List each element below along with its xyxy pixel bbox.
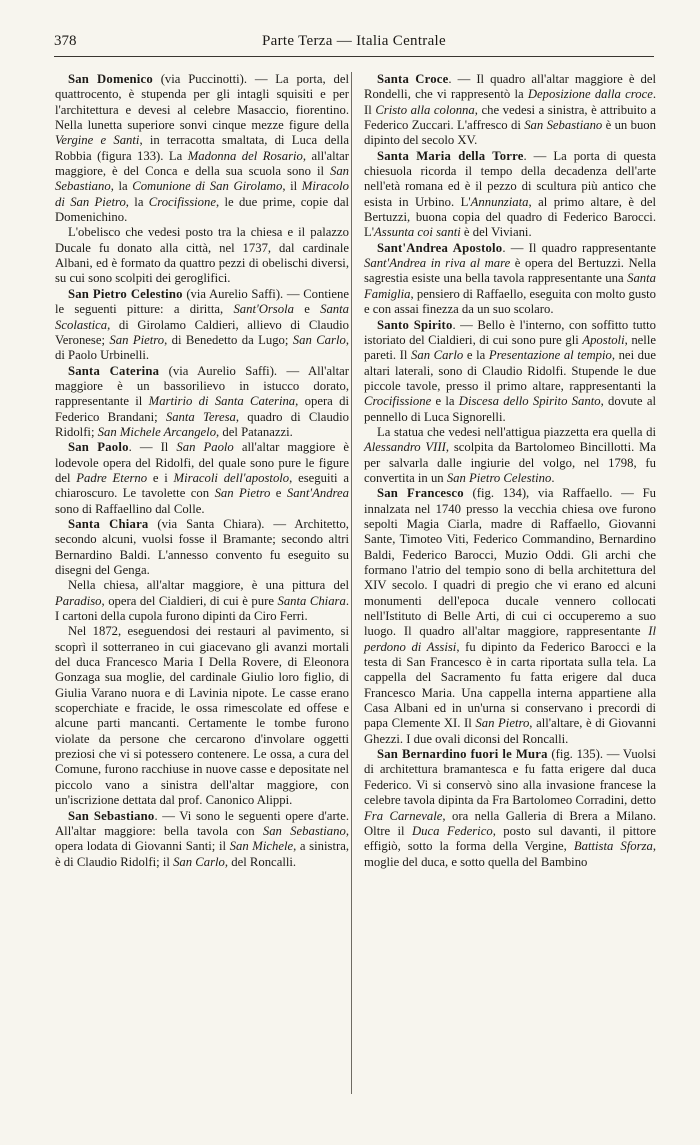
paragraph (55, 72, 349, 225)
artwork-title: Comunione di San Girolamo (132, 179, 283, 194)
text-run: , il (282, 179, 302, 194)
entry-heading: Santa Chiara (68, 516, 149, 531)
artwork-title: Miracolo di San Pietro (55, 179, 349, 209)
paragraph (55, 364, 349, 441)
artwork-title: Sant'Andrea in riva al mare (364, 256, 511, 271)
artwork-title: Cristo alla colonna (375, 102, 475, 117)
text-run: , ora nella Galleria di Brera a Milano. Oltre il (364, 808, 656, 838)
text-run: , in terracotta smaltata, di Luca della Robbia (figura 133). La (55, 133, 350, 163)
text-run: . — Vi sono le seguenti opere d'arte. All'altar maggiore: bella tavola con (55, 808, 349, 838)
paragraph (364, 241, 656, 318)
text-run: è un buon dipinto del secolo XV. (364, 118, 656, 148)
artwork-title: Alessandro VIII (364, 440, 446, 455)
paragraph (364, 486, 656, 747)
text-run: , a sinistra, è di Claudio Ridolfi; il (55, 839, 349, 869)
text-run: . — Il quadro rappresentante (502, 240, 656, 255)
artwork-title: Santa Scolastica (55, 302, 350, 332)
text-run: . — La porta di questa chiesuola ricorda il tempo della decadenza dell'arte nell'età romana ed è il pezzo di scultura più antico che esista in Urbino. L' (364, 148, 656, 209)
artwork-title: Sant'Andrea (286, 486, 349, 501)
artwork-title: Presentazione al tempio (488, 348, 612, 363)
entry-heading: San Paolo (68, 440, 129, 455)
text-run: e la (431, 394, 459, 409)
text-run: , opera di Federico Brandani; (55, 394, 349, 424)
text-run: , fu dipinto da Federico Barocci e la testa di San Francesco è in carta riportata sulla tela. La cappella del Sacramento fu fatta erigere dal duca Francesco Maria. Una cappella interna appartiene alla Casa Albani ed in un'urna si conservano i precordi di papa Clemente XI. Il (364, 639, 656, 731)
paragraph (55, 440, 349, 517)
right-column (364, 72, 656, 870)
text-run: , di Paolo Urbinelli. (55, 332, 349, 363)
artwork-title: Madonna del Rosario (187, 148, 303, 163)
text-run: sono di Raffaellino dal Colle. (55, 501, 205, 516)
artwork-title: Deposizione dalla croce (527, 87, 653, 102)
text-run: (via Aurelio Saffi). — Contiene le seguenti pitture: a diritta, (55, 286, 350, 317)
artwork-title: San Sebastiano (55, 164, 349, 194)
paragraph (364, 149, 656, 241)
text-run: . — Il (128, 440, 177, 455)
paragraph (364, 747, 656, 870)
text-run: e la (463, 348, 489, 363)
text-run: , di Girolamo Caldieri, allievo di Claudio Veronese; (55, 317, 349, 347)
text-run: , la (110, 179, 133, 194)
entry-heading: Santa Maria della Torre (377, 148, 524, 163)
text-run: (fig. 135). — Vuolsi di architettura bramantesca e fu fatta erigere dal duca Federico. Vi si conservò sino alla invasione francese la celebre tavola dipinta da Fra Bartolomeo Corradini, detto (364, 747, 656, 808)
text-run: e (293, 302, 321, 317)
running-head-title: Parte Terza — Italia Centrale (262, 33, 446, 49)
text-run: . I cartoni della cupola furono dipinti da Ciro Ferri. (55, 593, 349, 624)
entry-heading: San Pietro Celestino (68, 286, 183, 301)
paragraph (55, 517, 349, 578)
text-run: . — Il quadro all'altar maggiore è del Rondelli, che vi rappresentò la (364, 72, 656, 102)
paragraph (55, 809, 349, 870)
page-number: 378 (54, 33, 77, 49)
text-run: , al primo altare, è del Bertuzzi, buona copia del quadro di Federico Barocci. L' (364, 194, 656, 240)
artwork-title: Assunta coi santi (374, 225, 461, 240)
artwork-title: Padre Eterno (76, 470, 148, 485)
paragraph (55, 578, 349, 624)
artwork-title: San Michele Arcangelo (97, 424, 217, 439)
text-run: , dovute al pennello di Luca Signorelli. (364, 394, 656, 424)
left-column (55, 72, 349, 870)
artwork-title: Miracoli dell'apostolo (173, 470, 290, 485)
text-run: La statua che vedesi nell'attigua piazzetta era quella di (377, 424, 656, 439)
artwork-title: San Sebastiano (262, 823, 346, 838)
entry-heading: San Bernardino fuori le Mura (377, 747, 548, 762)
artwork-title: San Pietro (475, 716, 530, 731)
text-run: , nelle pareti. Il (364, 332, 656, 363)
paragraph (364, 425, 656, 486)
paragraph (55, 225, 349, 286)
paragraph (364, 318, 656, 425)
text-run: , nei due altari laterali, sono di Claudio Ridolfi. Stupende le due piccole tavole, presso il primo altare, rappresentanti la (364, 348, 657, 393)
artwork-title: Vergine e Santi (55, 133, 140, 148)
artwork-title: San Carlo (173, 854, 225, 869)
artwork-title: Santa Teresa (165, 409, 236, 424)
running-header (54, 30, 654, 57)
artwork-title: Santa Chiara (277, 593, 346, 608)
artwork-title: Battista Sforza (573, 839, 653, 854)
text-run: , eseguiti a chiaroscuro. Le tavolette con (55, 470, 349, 501)
text-run: è del Viviani. (460, 225, 532, 240)
text-run: , opera lodata di Giovanni Santi; il (55, 823, 350, 854)
artwork-title: Sant'Orsola (233, 302, 294, 317)
text-run: (via Puccinotti). — La porta, del quattrocento, è stupenda per gli intagli squisiti e per l'architettura e devesi al celebre Masaccio, fiorentino. Nella lunetta superiore sonvi cinque mezze figure della (55, 72, 349, 133)
text-run: , opera del Cialdieri, di cui è pure (101, 593, 278, 608)
text-run: L'obelisco che vedesi posto tra la chiesa e il palazzo Ducale fu donato alla città, nel 1737, dal cardinale Albani, ed è formato da quattro pezzi di obelischi diversi, su cui sono scolpiti dei geroglifici. (55, 225, 349, 286)
text-run: , all'altar maggiore, è del Conca e della sua scuola sono il (55, 148, 349, 179)
artwork-title: Il perdono di Assisi (364, 624, 656, 654)
entry-heading: Santa Caterina (68, 363, 160, 378)
paragraph (55, 287, 349, 364)
artwork-title: San Carlo (411, 348, 464, 363)
text-run: , che vedesi a sinistra, è attribuito a Federico Zuccari. L'affresco di (364, 102, 656, 133)
text-run: . Il (364, 87, 657, 117)
artwork-title: Crocifissione (148, 194, 216, 209)
text-run: , quadro di Claudio Ridolfi; (55, 409, 349, 439)
artwork-title: San Pietro (109, 332, 165, 347)
artwork-title: San Michele (229, 839, 294, 854)
text-run: (fig. 134), via Raffaello. — Fu innalzata nel 1740 presso la vecchia chiesa ove furono sepolti Magia Ciarla, madre di Raffaello, Giovanni Sante, Timoteo Viti, Federico Commandino, Bernardino Baldi, Federico Barocci, Muzio Oddi. Gli archi che formano l'atrio del tempio sono di bella architettura del XIV secolo. I quadri di pregio che vi erano ed alcuni monumenti dell'epoca ducale vennero collocati nell'Istituto di Belle Arti, di cui ci occuperemo a suo luogo. Il quadro all'altar maggiore, rappresentante (364, 486, 656, 639)
artwork-title: San Sebastiano (524, 118, 603, 133)
column-divider (351, 72, 352, 1094)
text-run: all'altar maggiore è lodevole opera del Ridolfi, del quale sono pure le figure del (55, 440, 349, 485)
artwork-title: San Pietro (214, 486, 271, 501)
artwork-title: Discesa dello Spirito Santo (458, 394, 601, 409)
text-run: , le due prime, copie dal Domenichino. (55, 194, 349, 225)
entry-heading: San Sebastiano (68, 808, 155, 823)
text-run: , di Benedetto da Lugo; (164, 332, 293, 347)
artwork-title: Duca Federico (411, 823, 493, 838)
text-run: , posto sul davanti, il pittore effigiò, sotto la forma della Vergine, (364, 823, 656, 854)
text-run: . (551, 470, 555, 485)
text-run: (via Santa Chiara). — Architetto, secondo alcuni, vuolsi fosse il Bramante; secondo altri Bernardino Baldi. L'annesso convento fu eseguito su disegni del Genga. (55, 516, 349, 577)
text-run: , scolpita da Bartolomeo Bincillotti. Ma per salvarla dalle ingiurie del volgo, nel 1798, fu convertita in un (364, 440, 656, 485)
artwork-title: San Carlo (292, 332, 346, 347)
text-run: è opera del Bertuzzi. Nella sagrestia esiste una bella tavola rappresentante una (364, 256, 656, 286)
artwork-title: Paradiso (55, 593, 102, 608)
entry-heading: Santo Spirito (377, 317, 453, 332)
text-run: , moglie del duca, e sotto quella del Bambino (364, 839, 656, 869)
text-run: , del Patanazzi. (216, 424, 293, 439)
entry-heading: Santa Croce (377, 72, 449, 86)
text-run: . — Bello è l'interno, con soffitto tutto istoriato del Cialdieri, di cui sono pure gli (364, 317, 656, 347)
entry-heading: San Domenico (68, 72, 153, 86)
artwork-title: Martirio di Santa Caterina (148, 394, 296, 409)
artwork-title: Annunziata (470, 194, 529, 209)
artwork-title: San Paolo (176, 440, 234, 455)
text-run: Nella chiesa, all'altar maggiore, è una pittura del (68, 578, 349, 593)
text-run: e (270, 486, 287, 501)
artwork-title: Fra Carnevale (364, 808, 443, 823)
text-run: , all'altare, è di Giovanni Ghezzi. I due ovali diconsi del Roncalli. (364, 716, 656, 746)
entry-heading: Sant'Andrea Apostolo (377, 240, 503, 255)
artwork-title: Santa Famiglia (364, 271, 656, 301)
entry-heading: San Francesco (377, 486, 464, 501)
paragraph (364, 72, 656, 149)
text-run: (via Aurelio Saffi). — All'altar maggiore è un bassorilievo in istucco dorato, rappresentante il (55, 363, 349, 409)
artwork-title: Crocifissione (364, 394, 432, 409)
artwork-title: San Pietro Celestino (446, 470, 552, 485)
artwork-title: Apostoli (582, 332, 625, 347)
paragraph (55, 624, 349, 808)
text-run: e i (147, 470, 174, 485)
text-run: Nel 1872, eseguendosi dei restauri al pavimento, si scoprì il sotterraneo in cui giacevano gli avanzi mortali del duca Francesco Maria I Della Rovere, di Eleonora Gonzaga sua moglie, del cardinale Giulio loro figlio, di Giulia Varano nuora e di Lavinia nipote. Le casse erano scoperchiate e fracide, le ossa rimescolate ed offese e alcune parti mancanti. Certamente le tombe furono violate da persone che cercarono d'involare oggetti preziosi che vi si potessero contenere. Le ossa, a cura del Comune, furono racchiuse in nuove casse e depositate nel piccolo vano a sinistra dell'altar maggiore, con un'iscrizione dettata dal prof. Canonico Alippi. (55, 624, 349, 808)
text-run: , la (125, 194, 149, 209)
text-run: , pensiero di Raffaello, eseguita con molto gusto e con assai finezza da un suo scolaro. (364, 286, 656, 317)
text-run: , del Roncalli. (224, 854, 297, 869)
